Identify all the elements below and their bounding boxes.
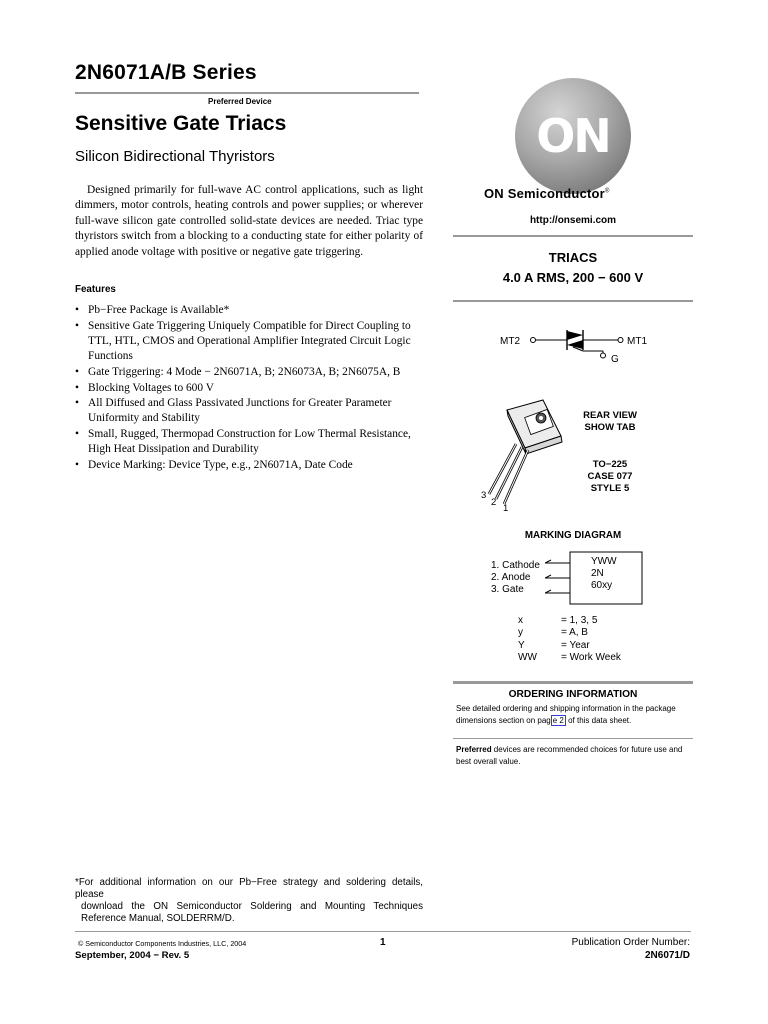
preferred-devices-note: Preferred devices are recommended choices for future use and best overall value. (456, 745, 683, 766)
publication-number: 2N6071/D (644, 950, 690, 961)
to225-package-drawing (475, 398, 565, 508)
description-paragraph: Designed primarily for full-wave AC control applications, such as light dimmers, motor controls, heating controls and power supplies; or wherever full-wave silicon gate controlled solid-state devices are needed. Triac type thyristors switch from a blocking to a conducting state for either polarity of applied anode voltage with positive or negative gate triggering. (75, 184, 423, 258)
case-type: TO−225 (592, 459, 628, 470)
feature-item (75, 319, 435, 365)
gate-label: G (611, 354, 619, 365)
pin-gate: 3. Gate (491, 584, 524, 595)
series-title: 2N6071A/B Series (75, 61, 257, 84)
features-list (75, 303, 435, 474)
feature-item (75, 365, 435, 380)
marking-legend (518, 615, 621, 664)
show-tab-text: SHOW TAB (584, 422, 636, 433)
website-link[interactable]: http://onsemi.com (529, 215, 617, 226)
rear-view-text: REAR VIEW (583, 410, 637, 421)
legend-row: Y = Year (518, 639, 590, 651)
revision-date: September, 2004 − Rev. 5 (75, 950, 190, 961)
document-subtitle: Silicon Bidirectional Thyristors (75, 148, 275, 165)
pin-anode: 2. Anode (491, 572, 531, 583)
preferred-device-label: Preferred Device (208, 97, 272, 106)
feature-text: Gate Triggering: 4 Mode − 2N6071A, B; 2N6073A, B; 2N6075A, B (88, 365, 401, 378)
bullet-icon: • (75, 304, 79, 316)
package-view-label (555, 410, 665, 434)
feature-text: Pb−Free Package is Available* (88, 304, 230, 316)
feature-text: All Diffused and Glass Passivated Junctions for Greater Parameter Uniformity and Stability (88, 397, 392, 425)
feature-item (75, 458, 435, 473)
marking-box-text (591, 556, 617, 592)
legend-row: WW = Work Week (518, 651, 621, 663)
brand-name: ON Semiconductor® (484, 186, 610, 201)
page-2-link[interactable]: e 2 (552, 716, 564, 725)
marking-line-1: YWW (591, 556, 617, 567)
pin2-label: 2 (491, 497, 497, 508)
title-divider (75, 92, 419, 94)
mt1-label: MT1 (627, 336, 647, 347)
ordering-info-text: See detailed ordering and shipping information in the package dimensions section on pag e 2 of this data sheet. (456, 704, 676, 725)
feature-item (75, 381, 435, 396)
document-title: Sensitive Gate Triacs (75, 112, 287, 135)
footnote-line1: *For additional information on our Pb−Free strategy and soldering details, please (75, 877, 423, 900)
feature-text: Small, Rugged, Thermopad Construction for Low Thermal Resistance, High Heat Dissipation and Durability (88, 428, 411, 456)
package-case-label (555, 459, 665, 495)
bullet-icon: • (75, 365, 79, 378)
on-semiconductor-logo (513, 76, 633, 196)
logo-text: ON (536, 109, 610, 163)
pin1-label: 1 (503, 503, 509, 514)
marking-line-3: 60xy (591, 580, 613, 591)
bullet-icon: • (75, 319, 79, 332)
sidebar-divider-2 (453, 300, 693, 302)
legend-row: x = 1, 3, 5 (518, 615, 598, 626)
triac-symbol-diagram (495, 325, 665, 367)
footnote-line2: download the ON Semiconductor Soldering and Mounting Techniques Reference Manual, SOLDERRM/D. (81, 901, 423, 924)
feature-text: Blocking Voltages to 600 V (88, 381, 214, 394)
sidebar-divider-1 (453, 235, 693, 237)
product-summary (453, 248, 693, 288)
ordering-info-heading: ORDERING INFORMATION (508, 689, 638, 700)
feature-text: Sensitive Gate Triggering Uniquely Compatible for Direct Coupling to TTL, HTL, CMOS and Operational Amplifier Integrated Circuit Logic Functions (88, 319, 411, 363)
marking-diagram-heading: MARKING DIAGRAM (524, 530, 622, 541)
marking-line-2: 2N (591, 568, 604, 579)
pin3-label: 3 (481, 490, 487, 501)
sidebar-divider-4 (453, 738, 693, 739)
bullet-icon: • (75, 381, 79, 394)
mt2-label: MT2 (500, 336, 520, 347)
feature-item (75, 303, 435, 318)
footnote (75, 877, 423, 925)
sidebar-divider-3 (453, 681, 693, 684)
features-heading: Features (75, 284, 116, 295)
bullet-icon: • (75, 459, 79, 472)
bullet-icon: • (75, 428, 79, 441)
page-number: 1 (380, 937, 386, 948)
case-style: STYLE 5 (590, 483, 630, 494)
feature-item (75, 427, 435, 457)
feature-item (75, 396, 435, 426)
footer-divider (75, 931, 691, 932)
legend-row: y = A, B (518, 627, 588, 639)
case-number: CASE 077 (587, 471, 633, 482)
feature-text: Device Marking: Device Type, e.g., 2N6071A, Date Code (88, 459, 353, 472)
publication-label: Publication Order Number: (571, 937, 690, 948)
pin-cathode: 1. Cathode (491, 560, 540, 571)
product-rating: 4.0 A RMS, 200 − 600 V (502, 270, 644, 285)
marking-pin-list (491, 560, 540, 596)
product-type: TRIACS (548, 250, 598, 265)
copyright-text: © Semiconductor Components Industries, LLC, 2004 (78, 939, 247, 948)
bullet-icon: • (75, 397, 79, 410)
